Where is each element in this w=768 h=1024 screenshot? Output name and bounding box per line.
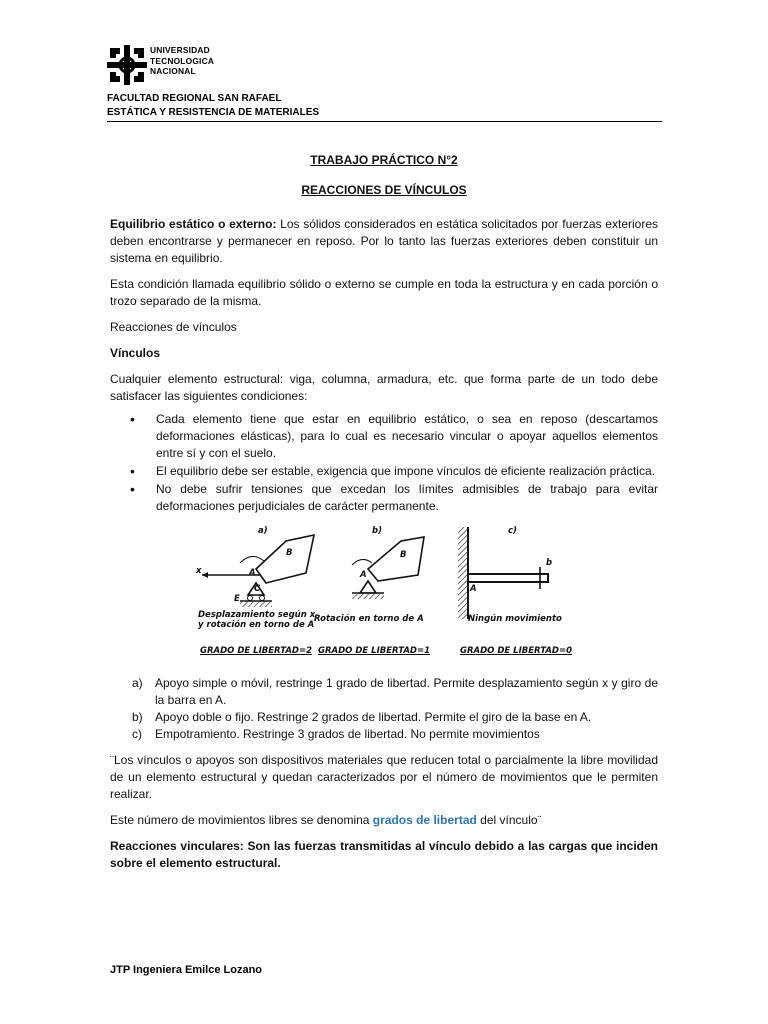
list-item: • El equilibrio debe ser estable, exigencia que impone vínculos de eficiente realización práctica. [110, 463, 658, 480]
list-item: • No debe sufrir tensiones que excedan los límites admisibles de trabajo para evitar deformaciones perjudiciales de carácter permanente. [110, 481, 658, 515]
caption-c: Ningún movimiento [468, 614, 562, 624]
case-label: a) [132, 676, 143, 690]
case-label: b) [132, 710, 143, 724]
faculty-name: FACULTAD REGIONAL SAN RAFAEL [107, 93, 282, 104]
university-name [150, 45, 214, 77]
label-a-point-b: A [360, 570, 367, 580]
grado-c: GRADO DE LIBERTAD=0 [460, 646, 572, 656]
label-e-ground: E [234, 594, 240, 604]
heading-vinculos: Vínculos [110, 346, 161, 360]
caption-a-line2: y rotación en torno de A [198, 620, 315, 630]
text-equilibrio: Los sólidos considerados en estática solicitados por fuerzas exteriores deben encontrarse y permanecer en reposo. Por lo tanto las fuerzas exteriores deben constituir un sistema en equilibrio. [110, 217, 658, 265]
text-grados-post: del vínculo¨ [476, 813, 542, 827]
utn-logo-icon [107, 45, 147, 85]
logo-line-1: UNIVERSIDAD [150, 45, 210, 55]
label-case-c: c) [508, 526, 517, 536]
case-text: Empotramiento. Restringe 3 grados de libertad. No permite movimientos [155, 727, 540, 741]
label-c-support: C [254, 584, 261, 594]
grados-de-libertad-link[interactable]: grados de libertad [372, 813, 477, 827]
list-item [110, 726, 658, 743]
label-x-axis: x [196, 566, 202, 576]
logo-line-2: TECNOLOGICA [150, 55, 215, 66]
label-b-piece-b: B [400, 550, 407, 560]
list-item: • Cada elemento tiene que estar en equilibrio estático, o sea en reposo (descartamos deformaciones elásticas), para lo cual es necesario vincular o apoyar aquellos elementos entre sí y con el suelo. [110, 411, 658, 462]
document-subtitle: REACCIONES DE VÍNCULOS [301, 183, 467, 197]
faculty-header [107, 92, 319, 120]
paragraph-grados-libertad [110, 812, 658, 829]
conditions-list [110, 411, 658, 515]
heading-reacciones: Reacciones de vínculos [110, 320, 237, 334]
label-a-point-c: A [470, 584, 477, 594]
header-divider [107, 121, 662, 122]
grado-b: GRADO DE LIBERTAD=1 [318, 646, 430, 656]
document-title: TRABAJO PRÁCTICO N°2 [310, 153, 458, 167]
paragraph-elementos: Cualquier elemento estructural: viga, columna, armadura, etc. que forma parte de un todo debe satisfacer las siguientes condiciones: [110, 372, 658, 403]
case-text: Apoyo doble o fijo. Restringe 2 grados de libertad. Permite el giro de la base en A. [155, 710, 592, 724]
label-b-piece-a: B [286, 548, 293, 558]
paragraph-condicion: Esta condición llamada equilibrio sólido o externo se cumple en toda la estructura y en cada porción o trozo separado de la misma. [110, 277, 658, 308]
logo-line-3: NACIONAL [150, 66, 196, 76]
support-cases-list [110, 675, 658, 743]
term-reacciones-vinculares: Reacciones vinculares: [110, 839, 244, 853]
text-grados-pre: Este número de movimientos libres se denomina [110, 813, 373, 827]
paragraph-definicion-vinculos: ¨Los vínculos o apoyos son dispositivos materiales que reducen total o parcialmente la libre movilidad de un elemento estructural y quedan caracterizados por el número de movimientos que le permiten realizar. [110, 753, 658, 801]
label-a-point-a: A [249, 568, 256, 578]
footer-author: JTP Ingeniera Emilce Lozano [110, 964, 263, 976]
list-item [110, 709, 658, 726]
label-b-beam-end: b [546, 558, 553, 568]
support-types-figure [196, 523, 586, 663]
caption-a-line1: Desplazamiento según x [198, 610, 316, 620]
caption-b: Rotación en torno de A [314, 614, 424, 624]
paragraph-reacciones-vinculares [110, 838, 658, 872]
paragraph-equilibrio [110, 216, 658, 267]
term-equilibrio: Equilibrio estático o externo: [110, 217, 277, 231]
list-item [110, 675, 658, 709]
university-logo [107, 45, 214, 85]
grado-a: GRADO DE LIBERTAD=2 [200, 646, 312, 656]
course-name: ESTÁTICA Y RESISTENCIA DE MATERIALES [107, 107, 320, 118]
case-text: Apoyo simple o móvil, restringe 1 grado de libertad. Permite desplazamiento según x y giro de la barra en A. [155, 676, 658, 707]
label-case-b: b) [372, 526, 382, 536]
text-reacciones-vinculares: Son las fuerzas transmitidas al vínculo debido a las cargas que inciden sobre el elemento estructural. [110, 839, 658, 870]
case-label: c) [132, 727, 142, 741]
label-case-a: a) [258, 526, 268, 536]
document-body [110, 152, 658, 881]
